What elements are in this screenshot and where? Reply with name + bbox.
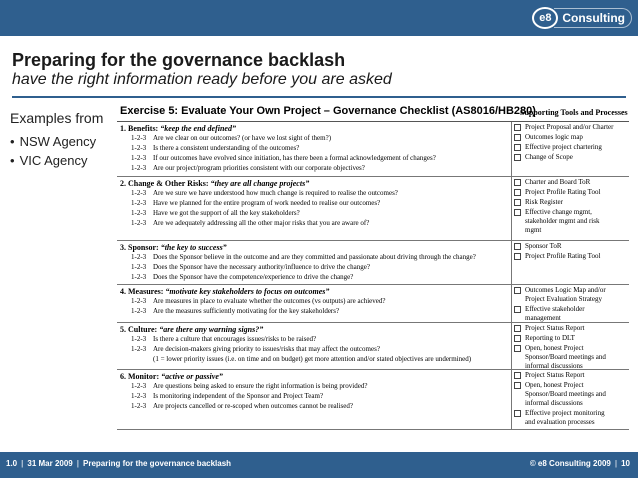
- section-questions: [117, 241, 512, 284]
- rating-scale: 1-2-3: [131, 307, 147, 315]
- tool-item: [513, 343, 629, 371]
- checklist-question: [117, 143, 511, 153]
- bullet-icon: •: [10, 134, 15, 149]
- checklist-question: [117, 381, 511, 391]
- checkbox-icon[interactable]: [514, 189, 521, 196]
- footer-date: 31 Mar 2009: [27, 459, 73, 468]
- section-quote: “keep the end defined”: [160, 124, 236, 133]
- tool-label: [525, 409, 605, 427]
- tool-label: [525, 208, 599, 235]
- footer-left: [6, 459, 231, 468]
- rating-scale: 1-2-3: [131, 144, 147, 152]
- tool-label-line: management: [525, 314, 561, 322]
- section-heading: [117, 241, 511, 252]
- checklist-section: [117, 370, 629, 430]
- tool-item: [513, 207, 629, 235]
- checkbox-icon[interactable]: [514, 287, 521, 294]
- tool-label: [525, 133, 583, 142]
- tool-item: [513, 370, 629, 380]
- tool-label-line: informal discussions: [525, 362, 583, 370]
- examples-item: [10, 153, 110, 168]
- question-text: Does the Sponsor believe in the outcome and are they committed and passionate about driving through the change?: [153, 253, 476, 261]
- section-tools: [513, 241, 629, 284]
- question-text: Are we adequately addressing all the other major risks that you are aware of?: [153, 219, 370, 227]
- checklist-question: [117, 272, 511, 282]
- rating-scale: 1-2-3: [131, 134, 147, 142]
- question-text: Are our project/program priorities consistent with our corporate objectives?: [153, 164, 365, 172]
- checklist-section: [117, 285, 629, 323]
- section-quote: “they are all change projects”: [210, 179, 310, 188]
- tool-item: [513, 323, 629, 333]
- section-quote: “the key to success”: [160, 243, 227, 252]
- footer-copyright: © e8 Consulting 2009: [529, 459, 611, 468]
- rating-scale: 1-2-3: [131, 164, 147, 172]
- question-text: Is there a consistent understanding of the outcomes?: [153, 144, 300, 152]
- footer-version: 1.0: [6, 459, 18, 468]
- question-text: If our outcomes have evolved since initiation, has there been a formal acknowledgement of changes?: [153, 154, 436, 162]
- tool-item: [513, 122, 629, 132]
- checkbox-icon[interactable]: [514, 124, 521, 131]
- rating-scale: 1-2-3: [131, 392, 147, 400]
- rating-scale: 1-2-3: [131, 209, 147, 217]
- tool-label-line: stakeholder mgmt and risk: [525, 217, 600, 225]
- tool-item: [513, 177, 629, 187]
- tool-label: [525, 153, 573, 162]
- governance-checklist-table: [117, 121, 629, 441]
- rating-scale: 1-2-3: [131, 154, 147, 162]
- checkbox-icon[interactable]: [514, 209, 521, 216]
- tool-label-line: Outcomes logic map: [525, 133, 583, 141]
- question-text: Is monitoring independent of the Sponsor and Project Team?: [153, 392, 324, 400]
- page-title: Preparing for the governance backlash: [12, 50, 346, 70]
- title-divider: [12, 96, 626, 98]
- checklist-section: [117, 241, 629, 285]
- tool-label: [525, 381, 606, 408]
- tool-label-line: Change of Scope: [525, 153, 573, 161]
- logo-text: Consulting: [554, 8, 632, 28]
- tool-label-line: mgmt: [525, 226, 542, 234]
- checkbox-icon[interactable]: [514, 335, 521, 342]
- rating-scale: 1-2-3: [131, 345, 147, 353]
- checklist-question: [117, 133, 511, 143]
- checkbox-icon[interactable]: [514, 325, 521, 332]
- question-text: Have we got the support of all the key stakeholders?: [153, 209, 300, 217]
- tool-label-line: Reporting to DLT: [525, 334, 575, 342]
- question-text: Are we sure we have understood how much change is required to realise the outcomes?: [153, 189, 398, 197]
- tool-label-line: Effective project monitoring: [525, 409, 605, 417]
- top-banner: [0, 0, 638, 36]
- tool-item: [513, 142, 629, 152]
- section-title: 5. Culture:: [120, 325, 160, 334]
- rating-scale: 1-2-3: [131, 297, 147, 305]
- footer-page-number: 10: [621, 459, 630, 468]
- tool-label-line: Sponsor/Board meetings and: [525, 353, 606, 361]
- section-questions: [117, 177, 512, 240]
- tool-label-line: Project Status Report: [525, 324, 585, 332]
- logo-mark: e8: [532, 7, 558, 29]
- tool-label: [525, 198, 563, 207]
- section-title: 6. Monitor:: [120, 372, 162, 381]
- tool-label-line: Project Evaluation Strategy: [525, 295, 602, 303]
- checkbox-icon[interactable]: [514, 382, 521, 389]
- rating-scale: 1-2-3: [131, 199, 147, 207]
- checkbox-icon[interactable]: [514, 345, 521, 352]
- tool-label-line: Project Proposal and/or Charter: [525, 123, 614, 131]
- tool-item: [513, 132, 629, 142]
- rating-scale: 1-2-3: [131, 335, 147, 343]
- tool-label: [525, 178, 590, 187]
- question-text: (1 = lower priority issues (i.e. on time and on budget) get more attention and/or stated objectives are undermined): [153, 355, 472, 363]
- tool-item: [513, 285, 629, 304]
- tool-label-line: Open, honest Project: [525, 381, 584, 389]
- examples-item-label: VIC Agency: [19, 153, 88, 168]
- section-title: 4. Measures:: [120, 287, 166, 296]
- checklist-question: [117, 198, 511, 208]
- tool-label-line: and evaluation processes: [525, 418, 595, 426]
- checkbox-icon[interactable]: [514, 199, 521, 206]
- footer-doc-title: Preparing for the governance backlash: [83, 459, 232, 468]
- question-text: Are projects cancelled or re-scoped when outcomes cannot be realised?: [153, 402, 353, 410]
- tool-item: [513, 241, 629, 251]
- section-tools: [513, 122, 629, 176]
- tool-item: [513, 152, 629, 162]
- tool-label-line: Open, honest Project: [525, 344, 584, 352]
- question-text: Does the Sponsor have the competence/experience to drive the change?: [153, 273, 354, 281]
- checkbox-icon[interactable]: [514, 134, 521, 141]
- section-heading: [117, 370, 511, 381]
- tool-item: [513, 304, 629, 323]
- tool-label-line: Effective project chartering: [525, 143, 602, 151]
- tool-label-line: Project Profile Rating Tool: [525, 252, 601, 260]
- tool-label-line: informal discussions: [525, 399, 583, 407]
- tool-label-line: Project Profile Rating Tool: [525, 188, 601, 196]
- exercise-title: Exercise 5: Evaluate Your Own Project – Governance Checklist (AS8016/HB280): [120, 105, 536, 117]
- section-quote: “active or passive”: [161, 372, 223, 381]
- checkbox-icon[interactable]: [514, 372, 521, 379]
- question-text: Are measures in place to evaluate whether the outcomes (vs outputs) are achieved?: [153, 297, 386, 305]
- tool-label: [525, 344, 606, 371]
- examples-list: [10, 134, 110, 168]
- bullet-icon: •: [10, 153, 15, 168]
- checkbox-icon[interactable]: [514, 243, 521, 250]
- section-heading: [117, 285, 511, 296]
- question-text: Are questions being asked to ensure the right information is being provided?: [153, 382, 368, 390]
- tool-item: [513, 408, 629, 427]
- tool-label-line: Outcomes Logic Map and/or: [525, 286, 606, 294]
- section-questions: [117, 323, 512, 369]
- tool-label: [525, 334, 575, 343]
- examples-heading: Examples from: [10, 110, 104, 126]
- checklist-question: [117, 296, 511, 306]
- checkbox-icon[interactable]: [514, 154, 521, 161]
- checkbox-icon[interactable]: [514, 306, 521, 313]
- rating-scale: 1-2-3: [131, 189, 147, 197]
- checklist-question: [117, 401, 511, 411]
- tool-label: [525, 324, 585, 333]
- checklist-question: [117, 252, 511, 262]
- section-quote: “are there any warning signs?”: [159, 325, 264, 334]
- checklist-question: [117, 334, 511, 344]
- checklist-question: [117, 188, 511, 198]
- footer-separator: |: [76, 459, 79, 468]
- checklist-section: [117, 122, 629, 177]
- tool-label-line: Risk Register: [525, 198, 563, 206]
- section-questions: [117, 122, 512, 176]
- checklist-question: [117, 208, 511, 218]
- tools-heading: Supporting Tools and Processes: [520, 108, 628, 117]
- checklist-question: [117, 344, 511, 354]
- section-title: 3. Sponsor:: [120, 243, 161, 252]
- checkbox-icon[interactable]: [514, 144, 521, 151]
- rating-scale: 1-2-3: [131, 382, 147, 390]
- checklist-question: [117, 391, 511, 401]
- section-heading: [117, 177, 511, 188]
- checkbox-icon[interactable]: [514, 410, 521, 417]
- tool-label-line: Effective change mgmt,: [525, 208, 592, 216]
- tool-label: [525, 286, 606, 304]
- section-tools: [513, 323, 629, 369]
- checklist-section: [117, 323, 629, 370]
- section-quote: “motivate key stakeholders to focus on outcomes”: [165, 287, 330, 296]
- footer-right: [530, 459, 630, 468]
- rating-scale: 1-2-3: [131, 253, 147, 261]
- question-text: Is there a culture that encourages issues/risks to be raised?: [153, 335, 317, 343]
- question-text: Are we clear on our outcomes? (or have we lost sight of them?): [153, 134, 332, 142]
- rating-scale: 1-2-3: [131, 402, 147, 410]
- checklist-question: [117, 262, 511, 272]
- tool-label: [525, 252, 600, 261]
- footer-bar: [0, 452, 638, 478]
- checklist-question: [117, 153, 511, 163]
- checklist-question: [117, 163, 511, 173]
- examples-panel: [10, 110, 110, 172]
- tool-label: [525, 143, 602, 152]
- checkbox-icon[interactable]: [514, 253, 521, 260]
- section-questions: [117, 285, 512, 322]
- tool-item: [513, 197, 629, 207]
- tool-item: [513, 187, 629, 197]
- question-text: Are decision-makers giving priority to issues/risks that may affect the outcomes?: [153, 345, 380, 353]
- section-title: 1. Benefits:: [120, 124, 161, 133]
- section-questions: [117, 370, 512, 429]
- tool-item: [513, 380, 629, 408]
- checklist-note: [117, 354, 511, 364]
- checklist-question: [117, 306, 511, 316]
- tool-label: [525, 188, 600, 197]
- tool-label: [525, 242, 562, 251]
- tool-label: [525, 371, 585, 380]
- section-heading: [117, 122, 511, 133]
- rating-scale: 1-2-3: [131, 219, 147, 227]
- section-heading: [117, 323, 511, 334]
- question-text: Are the measures sufficiently motivating for the key stakeholders?: [153, 307, 340, 315]
- tool-label-line: Sponsor/Board meetings and: [525, 390, 606, 398]
- tool-item: [513, 251, 629, 261]
- tool-label-line: Effective stakeholder: [525, 305, 585, 313]
- section-tools: [513, 370, 629, 429]
- question-text: Have we planned for the entire program of work needed to realise our outcomes?: [153, 199, 381, 207]
- tool-label-line: Charter and Board ToR: [525, 178, 591, 186]
- section-tools: [513, 285, 629, 322]
- page-subtitle: have the right information ready before you are asked: [12, 71, 392, 88]
- e8-consulting-logo: [532, 7, 632, 29]
- checklist-question: [117, 218, 511, 228]
- footer-separator: |: [21, 459, 24, 468]
- tool-label: [525, 123, 613, 132]
- section-tools: [513, 177, 629, 240]
- tool-label-line: Project Status Report: [525, 371, 585, 379]
- examples-item-label: NSW Agency: [19, 134, 97, 149]
- checkbox-icon[interactable]: [514, 179, 521, 186]
- checklist-section: [117, 177, 629, 241]
- tool-label-line: Sponsor ToR: [525, 242, 562, 250]
- section-title: 2. Change & Other Risks:: [120, 179, 211, 188]
- rating-scale: 1-2-3: [131, 263, 147, 271]
- rating-scale: 1-2-3: [131, 273, 147, 281]
- examples-item: [10, 134, 110, 149]
- tool-item: [513, 333, 629, 343]
- tool-label: [525, 305, 585, 323]
- question-text: Does the Sponsor have the necessary authority/influence to drive the change?: [153, 263, 370, 271]
- footer-separator: |: [614, 459, 618, 468]
